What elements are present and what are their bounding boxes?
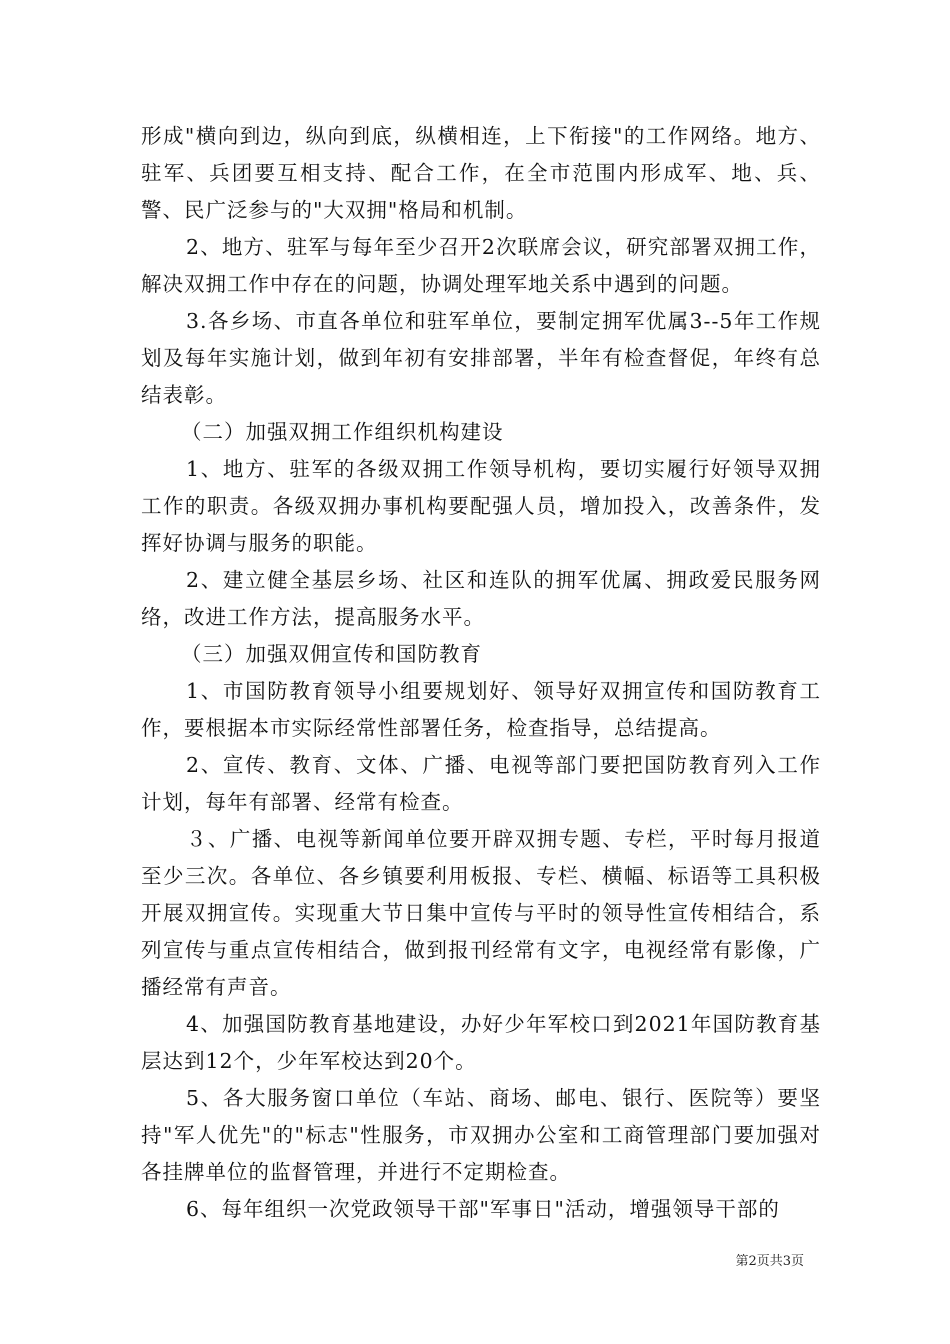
paragraph: 5、各大服务窗口单位（车站、商场、邮电、银行、医院等）要坚持"军人优先"的"标志"性服务，市双拥办公室和工商管理部门要加强对各挂牌单位的监督管理，并进行不定期检查。 bbox=[141, 1086, 821, 1184]
section-heading: （二）加强双拥工作组织机构建设 bbox=[181, 420, 504, 444]
paragraph: 2、地方、驻军与每年至少召开2次联席会议，研究部署双拥工作，解决双拥工作中存在的问题，协调处理军地关系中遇到的问题。 bbox=[141, 235, 821, 296]
paragraph: 2、宣传、教育、文体、广播、电视等部门要把国防教育列入工作计划，每年有部署、经常有检查。 bbox=[141, 753, 821, 814]
paragraph: 1、地方、驻军的各级双拥工作领导机构，要切实履行好领导双拥工作的职责。各级双拥办事机构要配强人员，增加投入，改善条件，发挥好协调与服务的职能。 bbox=[141, 457, 821, 555]
document-body bbox=[141, 118, 821, 1228]
paragraph: 2、建立健全基层乡场、社区和连队的拥军优属、拥政爱民服务网络，改进工作方法，提高服务水平。 bbox=[141, 568, 821, 629]
section-heading: （三）加强双佣宣传和国防教育 bbox=[181, 642, 482, 666]
paragraph: 3.各乡场、市直各单位和驻军单位，要制定拥军优属3--5年工作规划及每年实施计划，做到年初有安排部署，半年有检查督促，年终有总结表彰。 bbox=[141, 309, 821, 407]
paragraph: 1、市国防教育领导小组要规划好、领导好双拥宣传和国防教育工作，要根据本市实际经常性部署任务，检查指导，总结提高。 bbox=[141, 679, 821, 740]
paragraph: 6、每年组织一次党政领导干部"军事日"活动，增强领导干部的 bbox=[186, 1197, 780, 1221]
page-number: 第2页共3页 bbox=[735, 1254, 804, 1269]
paragraph-continued: 形成"横向到边，纵向到底，纵横相连，上下衔接"的工作网络。地方、驻军、兵团要互相支持、配合工作，在全市范围内形成军、地、兵、警、民广泛参与的"大双拥"格局和机制。 bbox=[141, 124, 821, 222]
paragraph: 4、加强国防教育基地建设，办好少年军校口到2021年国防教育基层达到12个，少年军校达到20个。 bbox=[141, 1012, 821, 1073]
paragraph: ３、广播、电视等新闻单位要开辟双拥专题、专栏，平时每月报道至少三次。各单位、各乡镇要利用板报、专栏、横幅、标语等工具积极开展双拥宣传。实现重大节日集中宣传与平时的领导性宣传相结合，系列宣传与重点宣传相结合，做到报刊经常有文字，电视经常有影像，广播经常有声音。 bbox=[141, 827, 821, 999]
